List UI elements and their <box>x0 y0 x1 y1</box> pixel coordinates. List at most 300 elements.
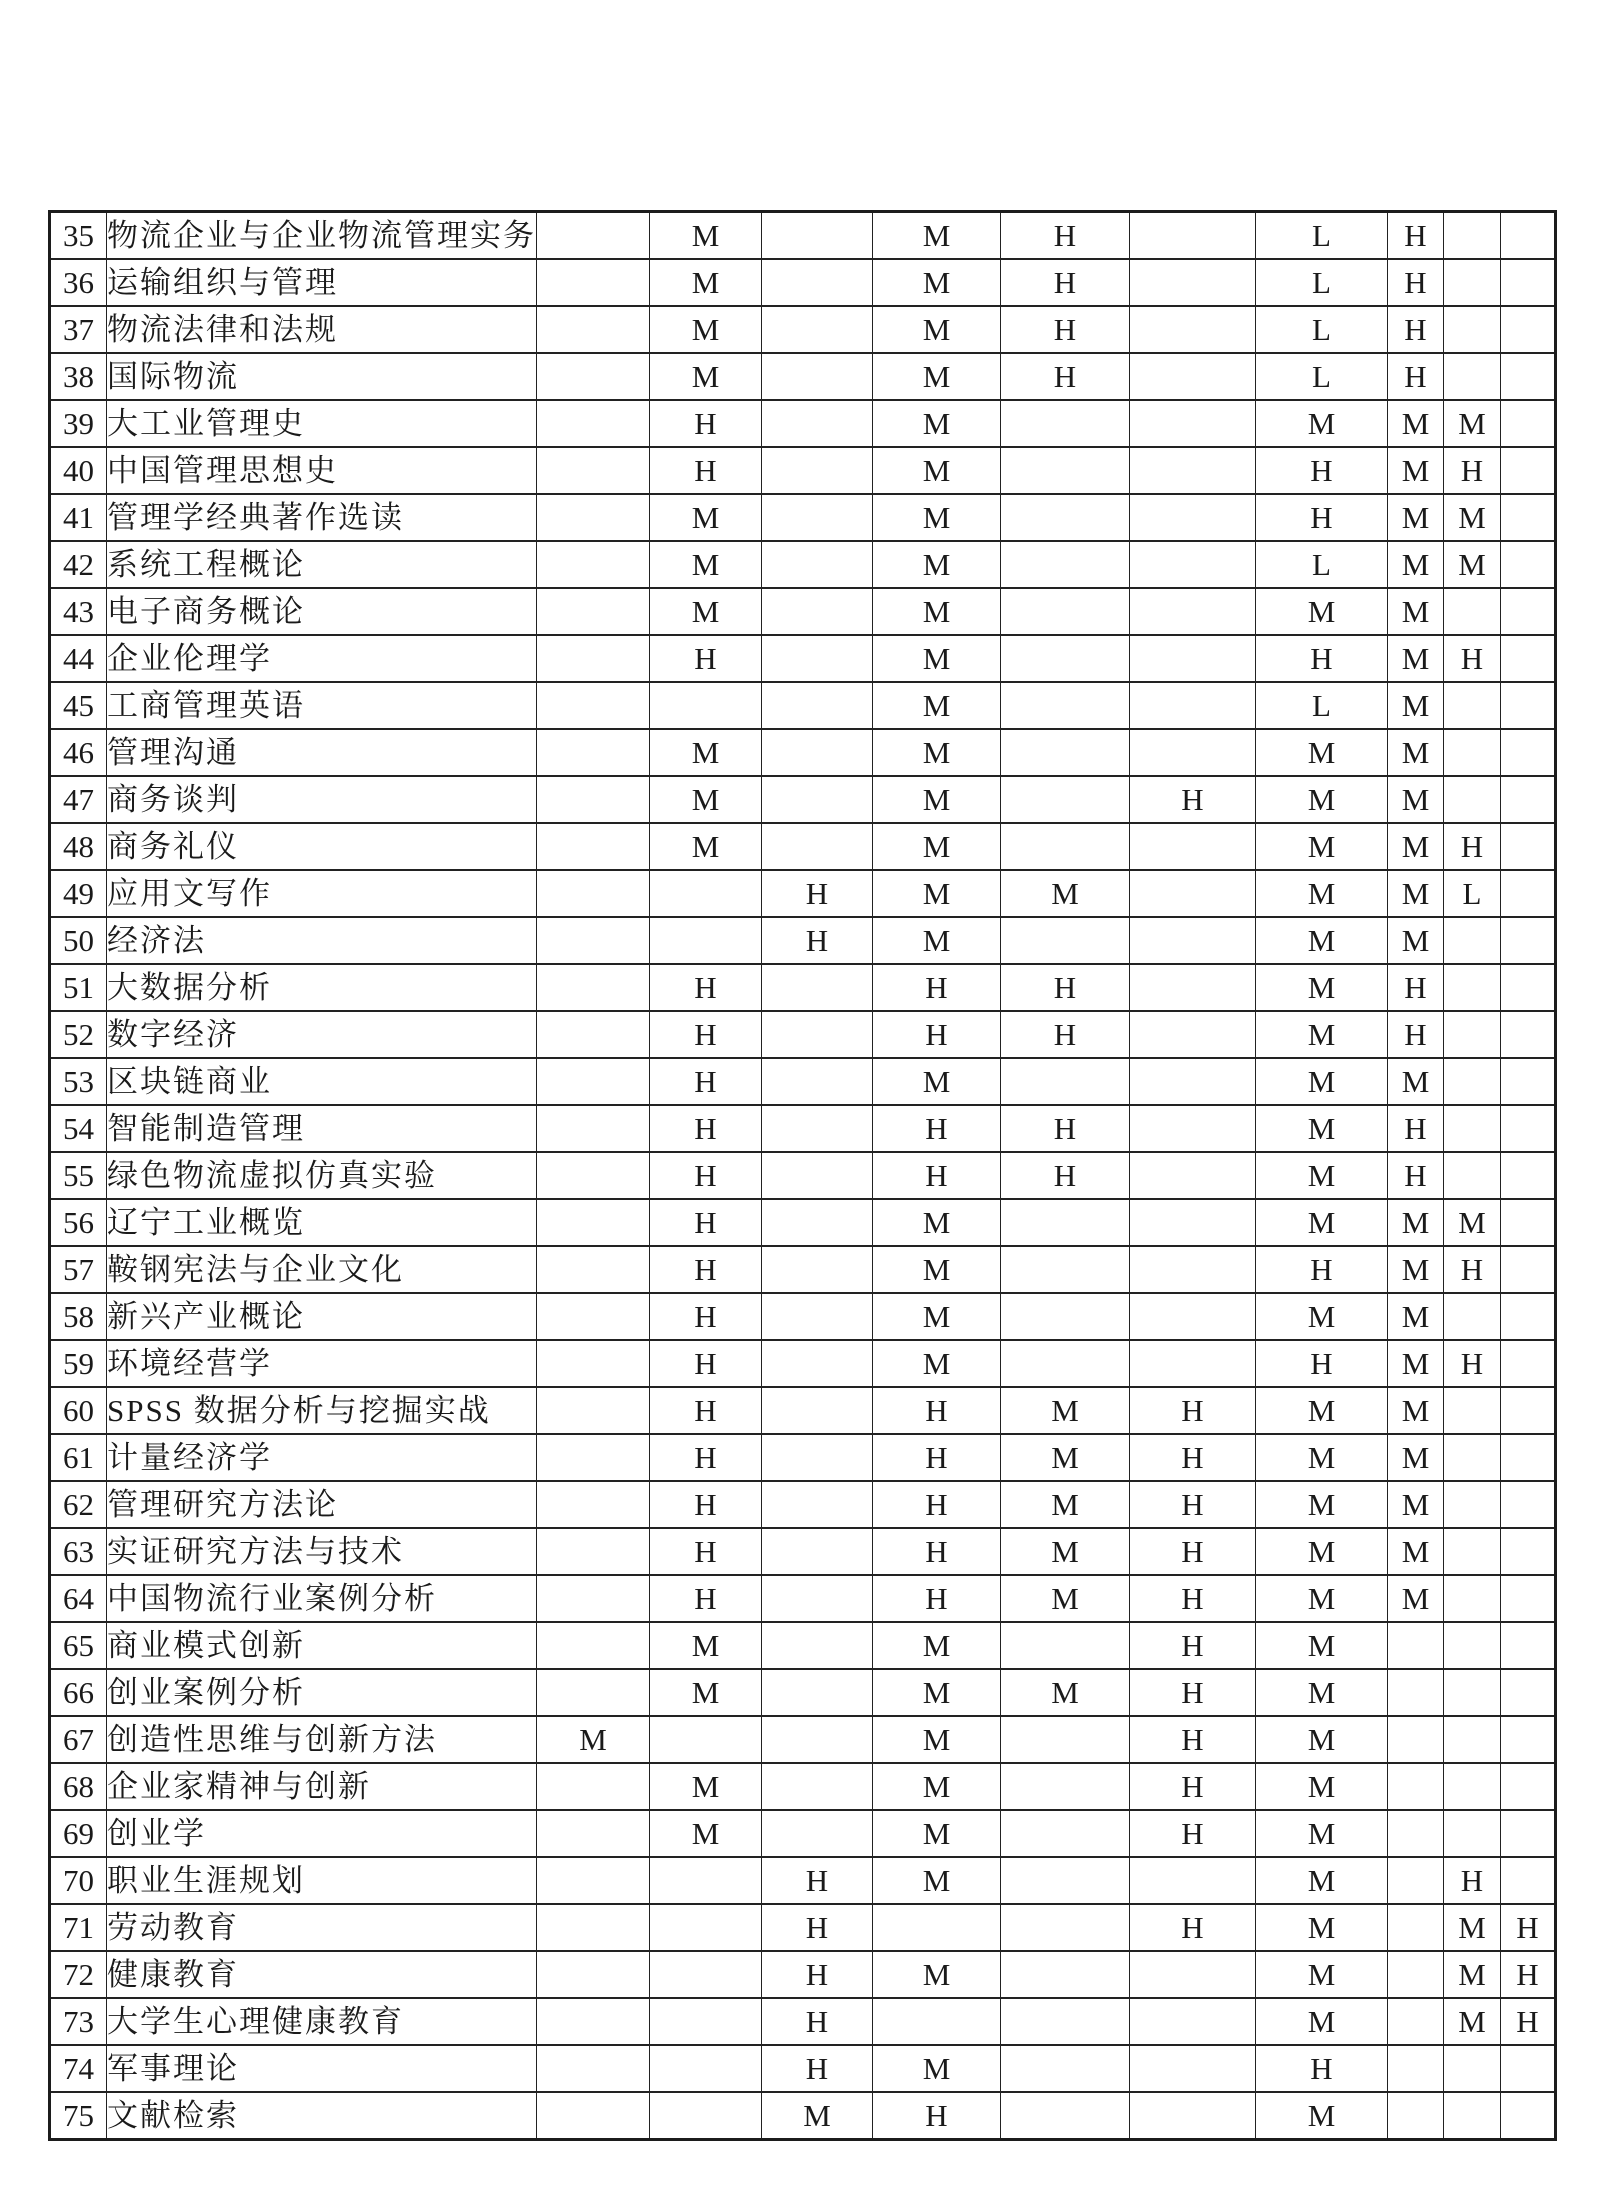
correlation-mark-cell: M <box>1256 1011 1388 1058</box>
course-name-cell: 实证研究方法与技术 <box>107 1528 537 1575</box>
course-name-cell: 创业学 <box>107 1810 537 1857</box>
table-row <box>50 1622 1556 1669</box>
correlation-mark-cell: H <box>650 1434 762 1481</box>
course-number-cell: 36 <box>50 259 107 306</box>
course-name-cell: 鞍钢宪法与企业文化 <box>107 1246 537 1293</box>
correlation-mark-cell: M <box>650 588 762 635</box>
correlation-mark-cell <box>1130 1998 1256 2045</box>
correlation-mark-cell <box>537 494 650 541</box>
correlation-mark-cell: M <box>1388 1199 1444 1246</box>
correlation-mark-cell <box>1001 1951 1130 1998</box>
correlation-mark-cell <box>1501 1340 1556 1387</box>
correlation-mark-cell <box>1001 1199 1130 1246</box>
course-number-cell: 66 <box>50 1669 107 1716</box>
table-row <box>50 259 1556 306</box>
correlation-mark-cell <box>1130 588 1256 635</box>
correlation-mark-cell: M <box>1388 1058 1444 1105</box>
correlation-mark-cell: M <box>650 1622 762 1669</box>
correlation-mark-cell <box>1388 1951 1444 1998</box>
table-row <box>50 917 1556 964</box>
correlation-mark-cell: M <box>1388 1528 1444 1575</box>
correlation-mark-cell: M <box>1256 729 1388 776</box>
correlation-mark-cell: M <box>1256 1904 1388 1951</box>
course-name-cell: 物流法律和法规 <box>107 306 537 353</box>
correlation-mark-cell <box>873 1998 1001 2045</box>
correlation-mark-cell <box>1130 635 1256 682</box>
correlation-mark-cell <box>1444 588 1501 635</box>
correlation-mark-cell: M <box>873 729 1001 776</box>
correlation-mark-cell: H <box>1444 1857 1501 1904</box>
correlation-mark-cell <box>1501 1528 1556 1575</box>
correlation-mark-cell <box>1444 917 1501 964</box>
correlation-mark-cell <box>1501 1575 1556 1622</box>
correlation-mark-cell: H <box>650 1293 762 1340</box>
correlation-mark-cell <box>1001 1246 1130 1293</box>
table-row <box>50 823 1556 870</box>
correlation-mark-cell <box>1501 1293 1556 1340</box>
correlation-mark-cell <box>1388 2092 1444 2140</box>
table-row <box>50 1669 1556 1716</box>
correlation-mark-cell: M <box>1256 917 1388 964</box>
correlation-mark-cell: H <box>873 1528 1001 1575</box>
correlation-mark-cell <box>762 447 873 494</box>
correlation-mark-cell <box>762 1058 873 1105</box>
correlation-mark-cell <box>762 259 873 306</box>
correlation-mark-cell: H <box>1388 353 1444 400</box>
correlation-mark-cell <box>1001 823 1130 870</box>
correlation-mark-cell: M <box>1388 400 1444 447</box>
table-row <box>50 1246 1556 1293</box>
course-number-cell: 45 <box>50 682 107 729</box>
correlation-mark-cell <box>650 870 762 917</box>
correlation-mark-cell: M <box>873 1199 1001 1246</box>
correlation-mark-cell: M <box>650 1763 762 1810</box>
table-row <box>50 494 1556 541</box>
correlation-mark-cell <box>1501 447 1556 494</box>
correlation-mark-cell <box>1001 1716 1130 1763</box>
correlation-mark-cell <box>1444 1481 1501 1528</box>
correlation-mark-cell <box>537 1528 650 1575</box>
correlation-mark-cell: H <box>1444 635 1501 682</box>
correlation-mark-cell <box>1444 306 1501 353</box>
correlation-mark-cell: H <box>650 447 762 494</box>
correlation-mark-cell: M <box>1388 635 1444 682</box>
correlation-mark-cell <box>762 635 873 682</box>
correlation-mark-cell: M <box>1001 870 1130 917</box>
correlation-mark-cell: H <box>1501 1951 1556 1998</box>
course-number-cell: 50 <box>50 917 107 964</box>
correlation-mark-cell <box>537 1105 650 1152</box>
correlation-mark-cell: M <box>1256 1528 1388 1575</box>
course-number-cell: 52 <box>50 1011 107 1058</box>
correlation-mark-cell <box>1501 400 1556 447</box>
correlation-mark-cell <box>1001 1622 1130 1669</box>
correlation-mark-cell: H <box>1256 1340 1388 1387</box>
correlation-mark-cell <box>1501 541 1556 588</box>
course-name-cell: 健康教育 <box>107 1951 537 1998</box>
correlation-mark-cell: M <box>1256 1293 1388 1340</box>
correlation-mark-cell: M <box>1388 1246 1444 1293</box>
correlation-mark-cell: M <box>873 588 1001 635</box>
course-name-cell: 大数据分析 <box>107 964 537 1011</box>
correlation-mark-cell: M <box>1001 1669 1130 1716</box>
table-row <box>50 1716 1556 1763</box>
course-name-cell: 企业伦理学 <box>107 635 537 682</box>
correlation-mark-cell <box>650 1998 762 2045</box>
correlation-mark-cell: H <box>873 1481 1001 1528</box>
course-name-cell: 管理研究方法论 <box>107 1481 537 1528</box>
correlation-mark-cell: M <box>1256 823 1388 870</box>
correlation-mark-cell: M <box>1388 1481 1444 1528</box>
correlation-mark-cell <box>650 1857 762 1904</box>
correlation-mark-cell: H <box>650 1387 762 1434</box>
correlation-mark-cell: M <box>1256 1763 1388 1810</box>
correlation-mark-cell <box>537 870 650 917</box>
correlation-mark-cell <box>1444 1105 1501 1152</box>
correlation-mark-cell: H <box>1256 2045 1388 2092</box>
correlation-mark-cell: M <box>1388 729 1444 776</box>
correlation-mark-cell <box>537 1293 650 1340</box>
correlation-mark-cell: M <box>1256 964 1388 1011</box>
course-number-cell: 40 <box>50 447 107 494</box>
correlation-mark-cell: L <box>1256 682 1388 729</box>
correlation-mark-cell <box>762 1763 873 1810</box>
correlation-mark-cell: M <box>873 823 1001 870</box>
correlation-mark-cell: M <box>650 306 762 353</box>
correlation-mark-cell: M <box>650 823 762 870</box>
correlation-mark-cell: M <box>1388 447 1444 494</box>
correlation-mark-cell: M <box>1256 1810 1388 1857</box>
correlation-mark-cell: H <box>650 1481 762 1528</box>
correlation-mark-cell: M <box>650 353 762 400</box>
correlation-mark-cell: M <box>1388 494 1444 541</box>
table-row <box>50 1152 1556 1199</box>
correlation-mark-cell: M <box>873 870 1001 917</box>
course-name-cell: 电子商务概论 <box>107 588 537 635</box>
correlation-mark-cell <box>537 2045 650 2092</box>
correlation-mark-cell: M <box>650 729 762 776</box>
correlation-mark-cell: H <box>1130 1716 1256 1763</box>
correlation-mark-cell <box>650 682 762 729</box>
course-number-cell: 68 <box>50 1763 107 1810</box>
correlation-mark-cell: M <box>1256 1951 1388 1998</box>
course-number-cell: 73 <box>50 1998 107 2045</box>
correlation-mark-cell <box>762 823 873 870</box>
correlation-mark-cell <box>762 494 873 541</box>
correlation-mark-cell <box>1130 212 1256 260</box>
course-name-cell: 中国物流行业案例分析 <box>107 1575 537 1622</box>
correlation-mark-cell <box>1501 917 1556 964</box>
correlation-mark-cell <box>1001 729 1130 776</box>
correlation-mark-cell: H <box>650 1058 762 1105</box>
course-name-cell: 计量经济学 <box>107 1434 537 1481</box>
correlation-mark-cell: H <box>650 1528 762 1575</box>
correlation-mark-cell: L <box>1256 259 1388 306</box>
table-row <box>50 1387 1556 1434</box>
table-row <box>50 776 1556 823</box>
course-number-cell: 70 <box>50 1857 107 1904</box>
correlation-mark-cell <box>1501 259 1556 306</box>
correlation-mark-cell <box>1444 1528 1501 1575</box>
correlation-mark-cell <box>1388 1763 1444 1810</box>
correlation-mark-cell: H <box>1256 1246 1388 1293</box>
correlation-mark-cell <box>537 353 650 400</box>
correlation-mark-cell <box>1388 1904 1444 1951</box>
correlation-mark-cell <box>537 1481 650 1528</box>
course-name-cell: 系统工程概论 <box>107 541 537 588</box>
correlation-mark-cell <box>1444 729 1501 776</box>
correlation-mark-cell <box>1001 1293 1130 1340</box>
correlation-mark-cell: M <box>1388 776 1444 823</box>
correlation-mark-cell <box>1001 588 1130 635</box>
correlation-mark-cell <box>1501 1622 1556 1669</box>
correlation-mark-cell: H <box>1130 1481 1256 1528</box>
correlation-mark-cell <box>1444 1716 1501 1763</box>
correlation-mark-cell: H <box>650 1340 762 1387</box>
correlation-mark-cell <box>1130 353 1256 400</box>
correlation-mark-cell <box>762 729 873 776</box>
correlation-mark-cell: M <box>1256 1105 1388 1152</box>
course-number-cell: 58 <box>50 1293 107 1340</box>
course-name-cell: 国际物流 <box>107 353 537 400</box>
correlation-mark-cell: H <box>650 400 762 447</box>
table-row <box>50 964 1556 1011</box>
table-row <box>50 212 1556 260</box>
correlation-mark-cell: M <box>873 400 1001 447</box>
correlation-mark-cell <box>537 776 650 823</box>
table-row <box>50 1951 1556 1998</box>
correlation-mark-cell: H <box>1388 212 1444 260</box>
correlation-mark-cell: M <box>1388 1575 1444 1622</box>
correlation-mark-cell: M <box>1001 1481 1130 1528</box>
course-number-cell: 43 <box>50 588 107 635</box>
correlation-mark-cell: M <box>1388 1340 1444 1387</box>
correlation-mark-cell <box>1130 1058 1256 1105</box>
course-number-cell: 39 <box>50 400 107 447</box>
correlation-mark-cell <box>1001 1857 1130 1904</box>
correlation-mark-cell: H <box>1501 1998 1556 2045</box>
correlation-mark-cell: H <box>873 1105 1001 1152</box>
correlation-mark-cell <box>537 964 650 1011</box>
correlation-mark-cell <box>1388 1716 1444 1763</box>
correlation-mark-cell: H <box>873 1152 1001 1199</box>
correlation-mark-cell: M <box>1388 588 1444 635</box>
correlation-mark-cell: M <box>650 494 762 541</box>
correlation-mark-cell: M <box>1256 1058 1388 1105</box>
correlation-mark-cell <box>1444 1152 1501 1199</box>
correlation-mark-cell: M <box>873 682 1001 729</box>
correlation-mark-cell <box>1130 2092 1256 2140</box>
correlation-mark-cell: H <box>1388 306 1444 353</box>
course-number-cell: 69 <box>50 1810 107 1857</box>
correlation-mark-cell: M <box>873 1951 1001 1998</box>
course-number-cell: 74 <box>50 2045 107 2092</box>
correlation-mark-cell <box>1130 964 1256 1011</box>
correlation-mark-cell <box>1388 2045 1444 2092</box>
course-name-cell: 绿色物流虚拟仿真实验 <box>107 1152 537 1199</box>
correlation-mark-cell <box>1130 870 1256 917</box>
correlation-mark-cell <box>537 1246 650 1293</box>
correlation-mark-cell: M <box>873 1810 1001 1857</box>
correlation-mark-cell <box>1001 400 1130 447</box>
correlation-mark-cell <box>1001 1904 1130 1951</box>
correlation-mark-cell: H <box>1130 1528 1256 1575</box>
correlation-mark-cell: H <box>1001 259 1130 306</box>
correlation-mark-cell <box>1130 400 1256 447</box>
correlation-mark-cell: H <box>762 1904 873 1951</box>
correlation-mark-cell: M <box>1388 682 1444 729</box>
table-row <box>50 400 1556 447</box>
correlation-mark-cell <box>1501 1199 1556 1246</box>
correlation-mark-cell <box>762 1575 873 1622</box>
correlation-mark-cell: L <box>1256 353 1388 400</box>
correlation-mark-cell <box>650 1716 762 1763</box>
correlation-mark-cell <box>537 1575 650 1622</box>
correlation-mark-cell: M <box>1256 1152 1388 1199</box>
correlation-mark-cell: M <box>1256 1622 1388 1669</box>
course-name-cell: 区块链商业 <box>107 1058 537 1105</box>
course-number-cell: 72 <box>50 1951 107 1998</box>
table-row <box>50 1434 1556 1481</box>
correlation-mark-cell: M <box>1256 1998 1388 2045</box>
correlation-mark-cell: M <box>1444 1904 1501 1951</box>
correlation-mark-cell: M <box>873 1622 1001 1669</box>
correlation-mark-cell <box>762 964 873 1011</box>
table-row <box>50 1763 1556 1810</box>
correlation-mark-cell: H <box>1388 964 1444 1011</box>
table-row <box>50 541 1556 588</box>
correlation-mark-cell: H <box>873 964 1001 1011</box>
table-row <box>50 682 1556 729</box>
correlation-mark-cell <box>762 588 873 635</box>
correlation-mark-cell <box>762 1105 873 1152</box>
correlation-mark-cell <box>1444 2045 1501 2092</box>
course-number-cell: 64 <box>50 1575 107 1622</box>
correlation-mark-cell: M <box>1388 823 1444 870</box>
course-name-cell: 军事理论 <box>107 2045 537 2092</box>
correlation-mark-cell <box>1501 1387 1556 1434</box>
course-number-cell: 42 <box>50 541 107 588</box>
correlation-mark-cell: H <box>1001 353 1130 400</box>
correlation-mark-cell <box>1130 1293 1256 1340</box>
correlation-mark-cell: M <box>1256 776 1388 823</box>
correlation-mark-cell <box>1001 2045 1130 2092</box>
correlation-mark-cell: M <box>873 776 1001 823</box>
course-name-cell: 管理学经典著作选读 <box>107 494 537 541</box>
course-number-cell: 54 <box>50 1105 107 1152</box>
correlation-mark-cell: M <box>1001 1528 1130 1575</box>
course-number-cell: 56 <box>50 1199 107 1246</box>
correlation-mark-cell <box>1444 1434 1501 1481</box>
course-number-cell: 49 <box>50 870 107 917</box>
correlation-mark-cell: M <box>1256 1199 1388 1246</box>
correlation-mark-cell <box>537 1904 650 1951</box>
course-name-cell: 企业家精神与创新 <box>107 1763 537 1810</box>
course-number-cell: 63 <box>50 1528 107 1575</box>
correlation-mark-cell <box>873 1904 1001 1951</box>
correlation-mark-cell: M <box>873 1058 1001 1105</box>
correlation-mark-cell: H <box>1130 1810 1256 1857</box>
correlation-mark-cell <box>1444 1058 1501 1105</box>
correlation-mark-cell <box>537 1011 650 1058</box>
correlation-mark-cell: H <box>650 1152 762 1199</box>
correlation-mark-cell: M <box>1256 1857 1388 1904</box>
correlation-mark-cell <box>1501 1857 1556 1904</box>
correlation-mark-cell: M <box>1388 917 1444 964</box>
correlation-mark-cell: H <box>1130 1575 1256 1622</box>
correlation-mark-cell: M <box>873 259 1001 306</box>
correlation-mark-cell: H <box>1388 1152 1444 1199</box>
correlation-mark-cell <box>1130 541 1256 588</box>
correlation-mark-cell <box>1444 1011 1501 1058</box>
correlation-mark-cell: M <box>873 1669 1001 1716</box>
correlation-mark-cell: H <box>762 870 873 917</box>
course-name-cell: 商务谈判 <box>107 776 537 823</box>
correlation-mark-cell: H <box>1256 635 1388 682</box>
correlation-mark-cell <box>537 917 650 964</box>
course-name-cell: 商务礼仪 <box>107 823 537 870</box>
correlation-mark-cell: M <box>873 1246 1001 1293</box>
correlation-mark-cell: H <box>1256 494 1388 541</box>
correlation-mark-cell: H <box>1130 1763 1256 1810</box>
correlation-mark-cell: M <box>873 1340 1001 1387</box>
correlation-mark-cell <box>762 776 873 823</box>
correlation-mark-cell <box>1501 588 1556 635</box>
course-name-cell: 数字经济 <box>107 1011 537 1058</box>
correlation-mark-cell <box>1501 2092 1556 2140</box>
correlation-mark-cell: M <box>1256 870 1388 917</box>
correlation-mark-cell <box>1444 1810 1501 1857</box>
course-number-cell: 55 <box>50 1152 107 1199</box>
course-number-cell: 35 <box>50 212 107 260</box>
correlation-mark-cell <box>1130 494 1256 541</box>
correlation-mark-cell: H <box>762 1857 873 1904</box>
correlation-mark-cell: H <box>1001 964 1130 1011</box>
correlation-mark-cell: H <box>1130 1904 1256 1951</box>
course-name-cell: 文献检索 <box>107 2092 537 2140</box>
correlation-mark-cell: H <box>762 1951 873 1998</box>
correlation-mark-cell: H <box>1256 447 1388 494</box>
table-row <box>50 1528 1556 1575</box>
correlation-mark-cell: M <box>873 1763 1001 1810</box>
correlation-mark-cell <box>537 1669 650 1716</box>
correlation-mark-cell: H <box>1388 1105 1444 1152</box>
table-row <box>50 1810 1556 1857</box>
correlation-mark-cell <box>1001 635 1130 682</box>
correlation-mark-cell: H <box>1388 259 1444 306</box>
correlation-mark-cell <box>1501 494 1556 541</box>
correlation-mark-cell <box>1501 1058 1556 1105</box>
correlation-mark-cell: M <box>650 776 762 823</box>
course-number-cell: 53 <box>50 1058 107 1105</box>
correlation-mark-cell: M <box>1388 541 1444 588</box>
correlation-mark-cell <box>1388 1998 1444 2045</box>
correlation-mark-cell: H <box>873 1387 1001 1434</box>
course-name-cell: 辽宁工业概览 <box>107 1199 537 1246</box>
course-name-cell: 新兴产业概论 <box>107 1293 537 1340</box>
correlation-mark-cell: H <box>1444 1340 1501 1387</box>
correlation-mark-cell <box>1130 1011 1256 1058</box>
correlation-mark-cell <box>1001 682 1130 729</box>
table-row <box>50 2092 1556 2140</box>
correlation-mark-cell <box>1001 2092 1130 2140</box>
correlation-mark-cell <box>537 1058 650 1105</box>
correlation-mark-cell <box>1444 776 1501 823</box>
correlation-mark-cell: M <box>1256 2092 1388 2140</box>
correlation-mark-cell: H <box>650 1199 762 1246</box>
correlation-mark-cell: M <box>1256 588 1388 635</box>
correlation-mark-cell: H <box>873 1575 1001 1622</box>
